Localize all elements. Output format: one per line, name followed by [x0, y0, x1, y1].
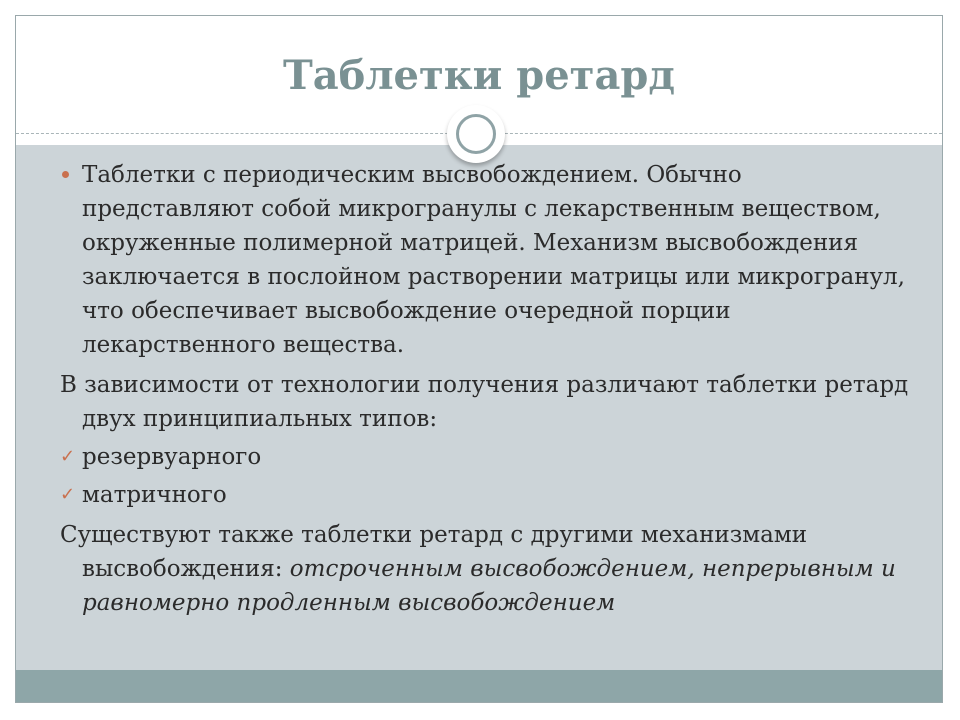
check-item-label: резервуарного [82, 444, 262, 470]
ring-ornament-icon [447, 105, 505, 163]
footer-band [16, 670, 942, 702]
check-item-label: матричного [82, 482, 227, 508]
slide-body [60, 158, 920, 620]
bullet-dot-icon [62, 171, 69, 178]
bullet-paragraph [60, 158, 920, 362]
check-item [60, 478, 920, 512]
paragraph-italic-text: отсроченным высвобождением, непрерывным и равномерно продленным высвобождением [82, 556, 896, 616]
paragraph [60, 368, 920, 436]
paragraph-text: Существуют также таблетки ретард с другими механизмами высвобождения: [60, 522, 808, 582]
paragraph [60, 518, 920, 620]
slide-title: Таблетки ретард [282, 52, 676, 99]
checkmark-icon: ✓ [60, 446, 76, 467]
paragraph-text: Таблетки с периодическим высвобождением. Обычно представляют собой микрогранулы с лекарственным веществом, окруженные полимерной матрицей. Механизм высвобождения заключается в послойном растворении матрицы или микрогранул, что обеспечивает высвобождение очередной порции лекарственного вещества. [82, 162, 905, 358]
check-item [60, 440, 920, 474]
checkmark-icon: ✓ [60, 484, 76, 505]
paragraph-text: В зависимости от технологии получения различают таблетки ретард двух принципиальных типов: [60, 372, 909, 432]
